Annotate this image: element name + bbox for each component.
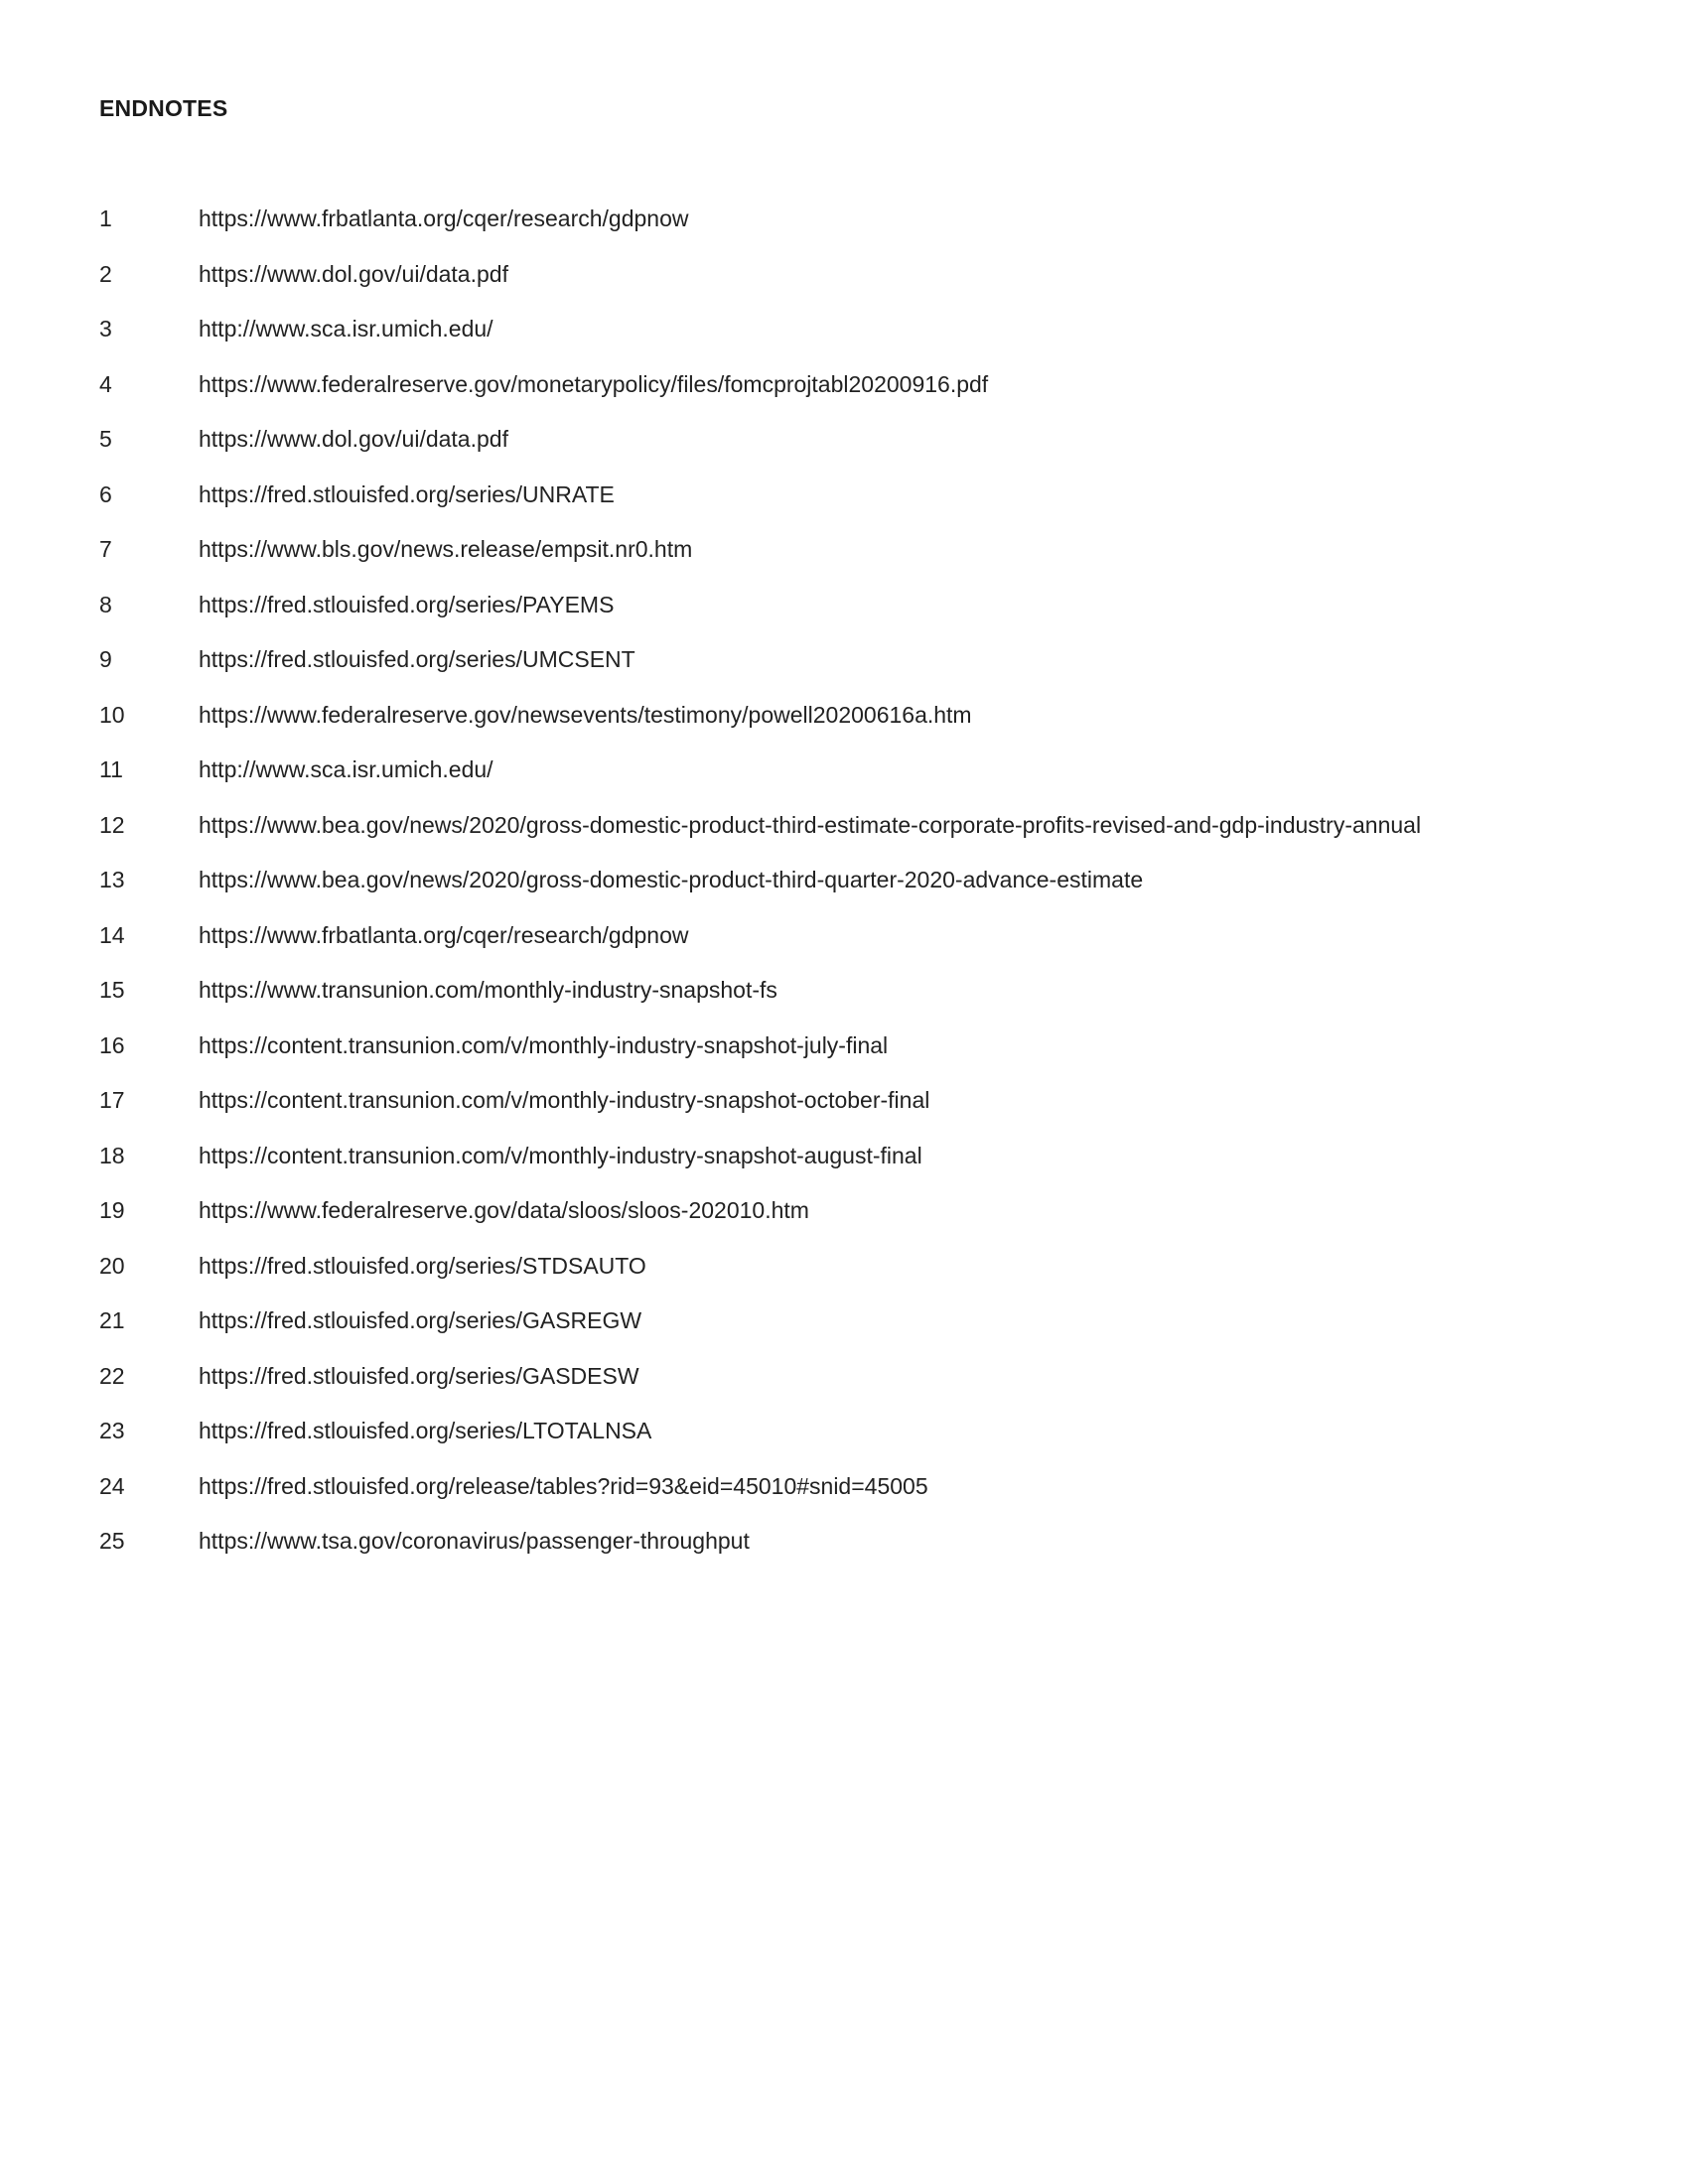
endnote-number: 23 <box>99 1418 125 1443</box>
endnote-url-link[interactable]: https://www.frbatlanta.org/cqer/research/gdpnow <box>199 921 689 948</box>
endnote-number: 11 <box>99 756 123 782</box>
endnote-url-link[interactable]: https://www.bea.gov/news/2020/gross-domestic-product-third-quarter-2020-advance-estimate <box>199 867 1144 892</box>
endnote-url-link[interactable]: https://www.federalreserve.gov/monetarypolicy/files/fomcprojtabl20200916.pdf <box>199 370 989 397</box>
endnote-item <box>99 1026 1648 1082</box>
endnote-number: 7 <box>99 536 112 562</box>
endnote-url-link[interactable]: https://www.federalreserve.gov/newsevents/testimony/powell20200616a.htm <box>199 701 972 728</box>
endnote-item <box>99 861 1648 916</box>
endnote-number: 12 <box>99 811 125 838</box>
endnote-item <box>99 200 1648 255</box>
endnote-url-link[interactable]: https://fred.stlouisfed.org/series/PAYEMS <box>199 591 615 617</box>
endnote-item <box>99 420 1648 476</box>
endnote-number: 17 <box>99 1087 125 1113</box>
endnote-url-link[interactable]: https://www.dol.gov/ui/data.pdf <box>199 426 508 452</box>
endnote-url-link[interactable]: http://www.sca.isr.umich.edu/ <box>199 756 493 782</box>
endnote-number: 22 <box>99 1362 125 1389</box>
endnote-item <box>99 1081 1648 1137</box>
endnote-number: 13 <box>99 867 125 892</box>
endnote-item <box>99 476 1648 531</box>
endnote-url-link[interactable]: https://www.bls.gov/news.release/empsit.nr0.htm <box>199 536 693 562</box>
endnote-item <box>99 806 1648 862</box>
endnote-item <box>99 310 1648 365</box>
endnote-url-link[interactable]: https://fred.stlouisfed.org/series/GASREGW <box>199 1307 642 1333</box>
endnote-item <box>99 1522 1648 1577</box>
endnote-number: 3 <box>99 316 112 341</box>
endnote-number: 9 <box>99 646 112 672</box>
endnote-number: 6 <box>99 480 112 507</box>
endnote-number: 4 <box>99 370 112 397</box>
endnote-url-link[interactable]: https://content.transunion.com/v/monthly-industry-snapshot-october-final <box>199 1087 930 1113</box>
endnote-item <box>99 1467 1648 1523</box>
endnote-url-link[interactable]: https://fred.stlouisfed.org/series/UMCSENT <box>199 646 635 672</box>
endnote-url-link[interactable]: https://fred.stlouisfed.org/series/LTOTALNSA <box>199 1418 652 1443</box>
endnotes-heading: ENDNOTES <box>99 95 228 121</box>
endnote-item <box>99 1137 1648 1192</box>
endnote-number: 14 <box>99 921 125 948</box>
endnote-url-link[interactable]: https://content.transunion.com/v/monthly-industry-snapshot-august-final <box>199 1142 922 1168</box>
endnotes-list <box>99 200 1648 1577</box>
endnote-item <box>99 971 1648 1026</box>
endnote-url-link[interactable]: https://www.dol.gov/ui/data.pdf <box>199 260 508 287</box>
endnote-item <box>99 586 1648 641</box>
endnote-item <box>99 640 1648 696</box>
endnote-number: 16 <box>99 1031 125 1058</box>
endnote-item <box>99 1247 1648 1302</box>
endnote-url-link[interactable]: https://www.transunion.com/monthly-industry-snapshot-fs <box>199 977 777 1003</box>
endnote-number: 25 <box>99 1528 125 1554</box>
endnote-item <box>99 1191 1648 1247</box>
endnote-url-link[interactable]: https://fred.stlouisfed.org/series/GASDESW <box>199 1362 639 1389</box>
endnote-url-link[interactable]: https://content.transunion.com/v/monthly-industry-snapshot-july-final <box>199 1031 889 1058</box>
endnote-number: 8 <box>99 591 112 617</box>
endnote-item <box>99 751 1648 806</box>
endnote-number: 5 <box>99 426 112 452</box>
endnote-number: 10 <box>99 701 125 728</box>
endnote-number: 19 <box>99 1197 125 1223</box>
endnote-number: 18 <box>99 1142 125 1168</box>
endnote-item <box>99 255 1648 311</box>
endnote-item <box>99 365 1648 421</box>
endnote-number: 24 <box>99 1472 125 1499</box>
endnote-item <box>99 1357 1648 1413</box>
endnote-url-link[interactable]: https://fred.stlouisfed.org/series/STDSAUTO <box>199 1252 646 1279</box>
endnote-url-link[interactable]: https://www.tsa.gov/coronavirus/passenger-throughput <box>199 1528 750 1554</box>
endnote-item <box>99 530 1648 586</box>
endnote-url-link[interactable]: https://www.frbatlanta.org/cqer/research/gdpnow <box>199 205 689 231</box>
endnote-item <box>99 1412 1648 1467</box>
endnote-url-link[interactable]: https://www.bea.gov/news/2020/gross-domestic-product-third-estimate-corporate-profits-revised-and-gdp-industry-annual <box>199 811 1422 838</box>
endnote-item <box>99 1301 1648 1357</box>
endnote-number: 15 <box>99 977 125 1003</box>
endnote-number: 1 <box>99 205 112 231</box>
endnote-number: 20 <box>99 1252 125 1279</box>
endnote-url-link[interactable]: https://fred.stlouisfed.org/series/UNRATE <box>199 480 615 507</box>
endnote-url-link[interactable]: https://fred.stlouisfed.org/release/tables?rid=93&eid=45010#snid=45005 <box>199 1472 928 1499</box>
endnote-item <box>99 916 1648 972</box>
endnote-number: 21 <box>99 1307 125 1333</box>
endnote-url-link[interactable]: https://www.federalreserve.gov/data/sloos/sloos-202010.htm <box>199 1197 809 1223</box>
endnote-number: 2 <box>99 260 112 287</box>
endnote-item <box>99 696 1648 751</box>
endnote-url-link[interactable]: http://www.sca.isr.umich.edu/ <box>199 316 493 341</box>
